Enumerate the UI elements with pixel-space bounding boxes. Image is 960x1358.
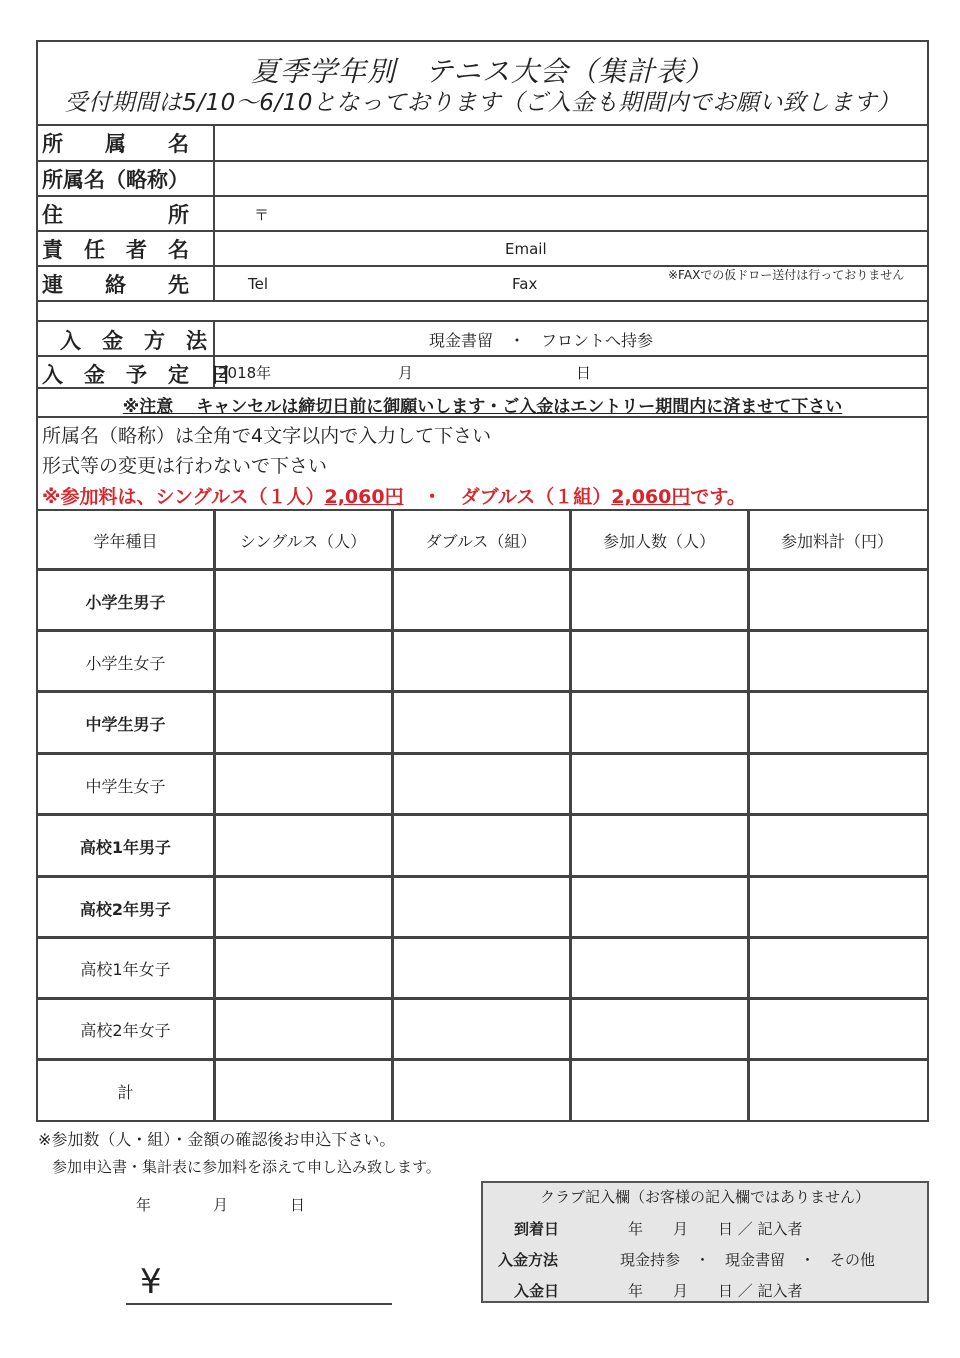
address-field[interactable] — [216, 197, 926, 229]
fax-note: ※FAXでの仮ドロー送付は行っておりません — [668, 268, 905, 282]
row-label-junior-high-boys: 中学生男子 — [85, 715, 166, 734]
payment-day: 日 — [576, 364, 592, 382]
affiliation-field[interactable] — [216, 126, 926, 159]
row-label-elementary-girls: 小学生女子 — [85, 654, 166, 673]
header-fee-total: 参加料計（円） — [780, 532, 893, 551]
club-payment-date-label: 入金日 — [514, 1282, 560, 1300]
row-label-junior-high-girls: 中学生女子 — [85, 777, 166, 796]
footer-month: 月 — [213, 1196, 229, 1214]
email-label: Email — [505, 240, 547, 258]
footer-note-confirm: ※参加数（人・組）・金額の確認後お申込下さい。 — [38, 1130, 396, 1149]
arrival-date-label: 到着日 — [514, 1220, 560, 1238]
person-field[interactable] — [216, 232, 926, 264]
postal-mark: 〒 — [254, 206, 270, 224]
address-label: 住 所 — [42, 203, 189, 227]
header-singles: シングルス（人） — [239, 532, 367, 551]
row-label-hs1-girls: 高校1年女子 — [80, 960, 171, 979]
header-grade: 学年種目 — [93, 532, 158, 551]
club-payment-date-value: 年 月 日 ／ 記入者 — [628, 1282, 803, 1300]
club-box-title: クラブ記入欄（お客様の記入欄ではありません） — [539, 1188, 870, 1206]
payment-month: 月 — [398, 364, 414, 382]
fax-label: Fax — [512, 275, 538, 293]
page-subtitle: 受付期間は5/10〜6/10となっております（ご入金も期間内でお願い致します） — [64, 90, 901, 116]
tel-label: Tel — [248, 275, 269, 293]
yen-sign: ¥ — [140, 1262, 162, 1302]
payment-method-label: 入 金 方 法 — [60, 329, 207, 353]
affiliation-abbr-field[interactable] — [216, 162, 926, 194]
footer-year: 年 — [136, 1196, 152, 1214]
note-abbr-rule: 所属名（略称）は全角で4文字以内で入力して下さい — [42, 425, 492, 447]
page-title: 夏季学年別 テニス大会（集計表） — [251, 55, 714, 88]
person-label: 責 任 者 名 — [42, 238, 189, 262]
header-doubles: ダブルス（組） — [425, 532, 537, 551]
payment-date-label: 入 金 予 定 日 — [42, 363, 231, 387]
row-label-hs2-girls: 高校2年女子 — [80, 1021, 171, 1040]
row-label-hs1-boys: 高校1年男子 — [79, 838, 172, 857]
row-label-hs2-boys: 高校2年男子 — [79, 900, 172, 919]
fee-notice: ※参加料は、シングルス（１人）2,060円 ・ ダブルス（１組）2,060円です。 — [42, 486, 746, 508]
row-label-elementary-boys: 小学生男子 — [85, 593, 166, 612]
payment-year: 2018年 — [218, 364, 272, 382]
affiliation-abbr-label: 所属名（略称） — [42, 168, 189, 192]
contact-label: 連 絡 先 — [42, 273, 189, 297]
cancel-notice: ※注意 キャンセルは締切日前に御願いします・ご入金はエントリー期間内に済ませて下さい — [122, 397, 843, 417]
payment-method-value: 現金書留 ・ フロントへ持参 — [428, 331, 653, 350]
header-participants: 参加人数（人） — [602, 532, 715, 551]
note-format-rule: 形式等の変更は行わないで下さい — [42, 455, 328, 477]
club-payment-method-label: 入金方法 — [498, 1251, 559, 1269]
row-label-total: 計 — [117, 1083, 134, 1102]
club-payment-method-value: 現金持参 ・ 現金書留 ・ その他 — [620, 1251, 876, 1269]
footer-day: 日 — [290, 1196, 306, 1214]
affiliation-label: 所 属 名 — [42, 132, 189, 156]
arrival-date-value: 年 月 日 ／ 記入者 — [628, 1220, 803, 1238]
footer-note-apply: 参加申込書・集計表に参加料を添えて申し込み致します。 — [52, 1158, 441, 1176]
amount-line — [126, 1303, 392, 1305]
